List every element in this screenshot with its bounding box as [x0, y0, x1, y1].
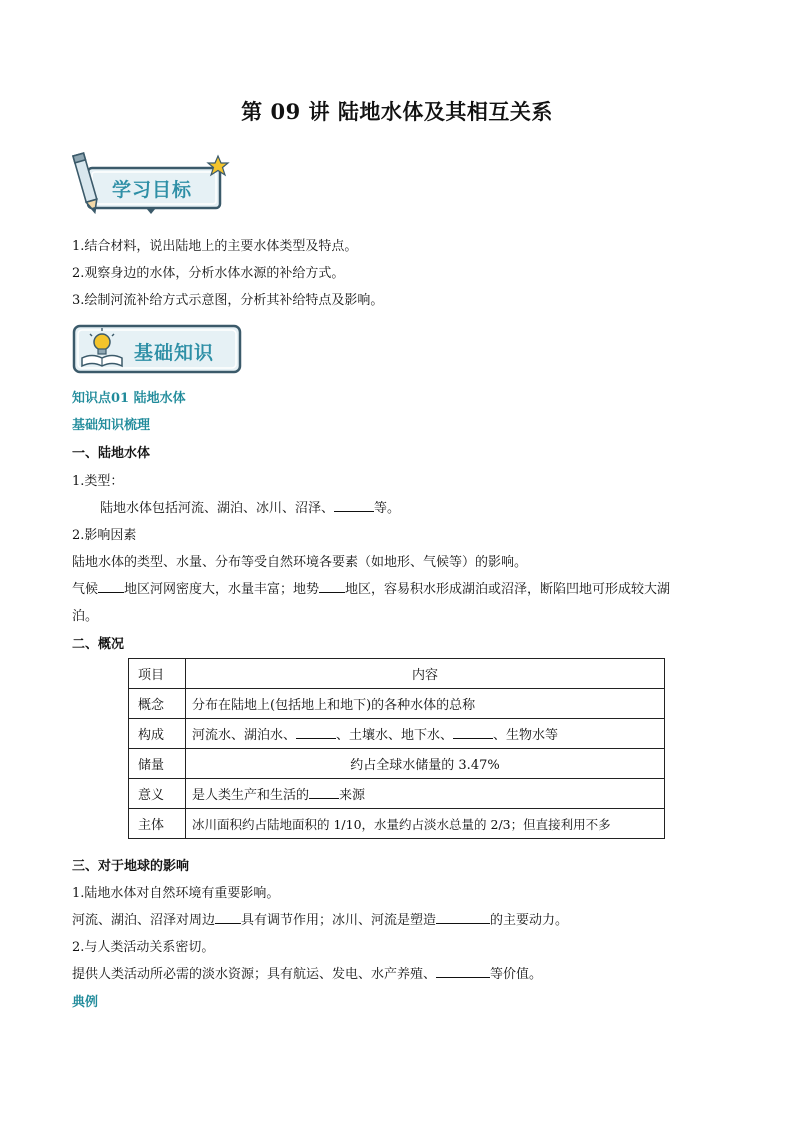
paragraph: 泊。	[72, 609, 99, 624]
text-run: 河流水、湖泊水、	[192, 728, 297, 743]
paragraph	[100, 497, 400, 516]
table-row	[129, 809, 665, 839]
section-heading: 二、概况	[72, 637, 125, 652]
table-row	[129, 689, 665, 719]
table-header-cell: 内容	[186, 659, 665, 689]
fill-blank	[98, 580, 124, 593]
paragraph	[72, 963, 542, 982]
goal-item: 1.结合材料，说出陆地上的主要水体类型及特点。	[72, 239, 358, 254]
table-key-cell: 意义	[129, 779, 186, 809]
paragraph: 陆地水体的类型、水量、分布等受自然环境各要素（如地形、气候等）的影响。	[72, 555, 528, 570]
fill-blank	[436, 911, 490, 924]
knowledge-point-label: 知识点01 陆地水体	[72, 391, 186, 406]
goals-badge-label: 学习目标	[112, 179, 193, 201]
fill-blank	[436, 965, 490, 978]
text-run: 地区，容易积水形成湖泊或沼泽，断陷凹地可形成较大湖	[345, 582, 671, 597]
text-run: 地区河网密度大，水量丰富；地势	[124, 582, 320, 597]
text-run: 陆地水体包括河流、湖泊、冰川、沼泽、	[100, 501, 335, 516]
text-run: 是人类生产和生活的	[192, 788, 310, 803]
basics-badge-label: 基础知识	[134, 342, 215, 364]
table-value-cell: 冰川面积约占陆地面积的 1/10，水量约占淡水总量的 2/3；但直接利用不多	[186, 809, 665, 839]
fill-blank	[296, 726, 336, 739]
table-row	[129, 779, 665, 809]
page-title: 第 09 讲 陆地水体及其相互关系	[241, 99, 553, 124]
table-key-cell: 概念	[129, 689, 186, 719]
basics-badge	[72, 322, 244, 378]
subheading: 1.类型：	[72, 474, 124, 489]
table-value-cell	[186, 779, 665, 809]
goal-item: 3.绘制河流补给方式示意图，分析其补给特点及影响。	[72, 293, 384, 308]
text-run: 来源	[339, 788, 366, 803]
text-run: 、生物水等	[493, 728, 559, 743]
goals-badge	[68, 148, 234, 220]
text-run: 的主要动力。	[490, 913, 569, 928]
fill-blank	[334, 499, 374, 512]
text-run: 等。	[374, 501, 401, 516]
sorting-label: 基础知识梳理	[72, 418, 151, 433]
text-run: 等价值。	[490, 967, 543, 982]
text-run: 气候	[72, 582, 99, 597]
goal-item: 2.观察身边的水体，分析水体水源的补给方式。	[72, 266, 345, 281]
example-label: 典例	[72, 995, 99, 1010]
table-value-cell: 约占全球水储量的 3.47%	[186, 749, 665, 779]
table-key-cell: 储量	[129, 749, 186, 779]
table-row	[129, 719, 665, 749]
table-key-cell: 主体	[129, 809, 186, 839]
text-run: 、土壤水、地下水、	[336, 728, 454, 743]
fill-blank	[215, 911, 241, 924]
section-heading: 一、陆地水体	[72, 446, 151, 461]
text-run: 提供人类活动所必需的淡水资源；具有航运、发电、水产养殖、	[72, 967, 437, 982]
text-run: 具有调节作用；冰川、河流是塑造	[241, 913, 437, 928]
subheading: 2.与人类活动关系密切。	[72, 940, 215, 955]
section-heading: 三、对于地球的影响	[72, 859, 190, 874]
subheading: 1.陆地水体对自然环境有重要影响。	[72, 886, 280, 901]
table-header-row	[129, 659, 665, 689]
fill-blank	[319, 580, 345, 593]
table-value-cell: 分布在陆地上(包括地上和地下)的各种水体的总称	[186, 689, 665, 719]
paragraph	[72, 578, 670, 597]
text-run: 河流、湖泊、沼泽对周边	[72, 913, 216, 928]
fill-blank	[453, 726, 493, 739]
table-key-cell: 构成	[129, 719, 186, 749]
subheading: 2.影响因素	[72, 528, 137, 543]
table-value-cell	[186, 719, 665, 749]
table-row	[129, 749, 665, 779]
fill-blank	[309, 786, 339, 799]
paragraph	[72, 909, 568, 928]
overview-table	[128, 658, 665, 839]
table-header-cell: 项目	[129, 659, 186, 689]
